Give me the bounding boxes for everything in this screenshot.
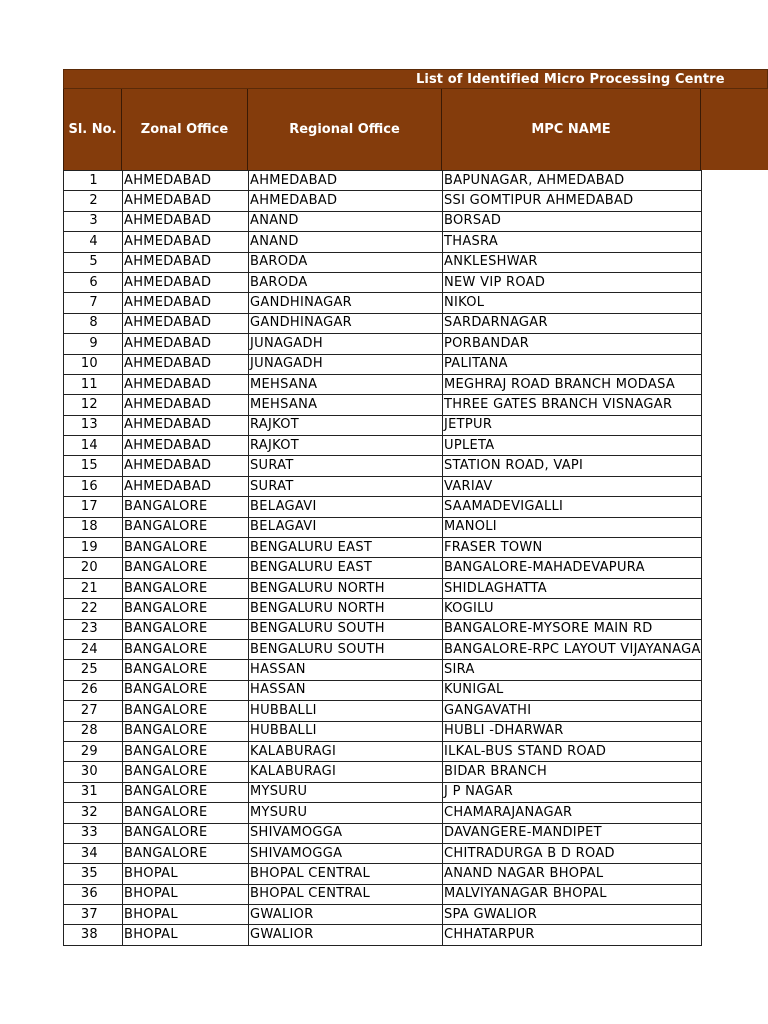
cell-regional-office: MYSURU [249,782,443,802]
cell-mpc-name: PALITANA [443,354,702,374]
cell-regional-office: JUNAGADH [249,334,443,354]
cell-regional-office: BENGALURU SOUTH [249,639,443,659]
cell-zonal-office: AHMEDABAD [123,476,249,496]
cell-sl-no: 34 [64,843,123,863]
cell-mpc-name: CHAMARAJANAGAR [443,803,702,823]
cell-zonal-office: AHMEDABAD [123,171,249,191]
cell-mpc-name: FRASER TOWN [443,538,702,558]
cell-sl-no: 24 [64,639,123,659]
table-row [64,578,702,598]
cell-zonal-office: BHOPAL [123,925,249,945]
table-row [64,741,702,761]
table-row [64,619,702,639]
cell-zonal-office: BANGALORE [123,558,249,578]
cell-regional-office: HASSAN [249,660,443,680]
cell-regional-office: BHOPAL CENTRAL [249,884,443,904]
cell-regional-office: BENGALURU NORTH [249,578,443,598]
cell-mpc-name: SARDARNAGAR [443,313,702,333]
table-row [64,395,702,415]
cell-mpc-name: DAVANGERE-MANDIPET [443,823,702,843]
header-sl-no: Sl. No. [63,89,122,170]
table-row [64,843,702,863]
cell-zonal-office: AHMEDABAD [123,334,249,354]
table-row [64,803,702,823]
cell-regional-office: GWALIOR [249,905,443,925]
cell-sl-no: 8 [64,313,123,333]
cell-regional-office: BELAGAVI [249,497,443,517]
header-regional-office: Regional Office [248,89,442,170]
table-row [64,721,702,741]
cell-sl-no: 5 [64,252,123,272]
table-row [64,782,702,802]
table-row [64,252,702,272]
cell-sl-no: 2 [64,191,123,211]
cell-zonal-office: AHMEDABAD [123,313,249,333]
cell-regional-office: MEHSANA [249,374,443,394]
cell-zonal-office: BANGALORE [123,782,249,802]
cell-mpc-name: ILKAL-BUS STAND ROAD [443,741,702,761]
cell-sl-no: 12 [64,395,123,415]
cell-mpc-name: THREE GATES BRANCH VISNAGAR [443,395,702,415]
cell-zonal-office: BANGALORE [123,741,249,761]
cell-sl-no: 4 [64,232,123,252]
table-row [64,558,702,578]
table-row [64,293,702,313]
cell-mpc-name: JETPUR [443,415,702,435]
cell-sl-no: 21 [64,578,123,598]
cell-sl-no: 20 [64,558,123,578]
cell-zonal-office: BANGALORE [123,803,249,823]
table-row [64,517,702,537]
cell-mpc-name: J P NAGAR [443,782,702,802]
table-row [64,762,702,782]
table-row [64,436,702,456]
page-title: List of Identified Micro Processing Centre [416,72,725,87]
cell-mpc-name: GANGAVATHI [443,701,702,721]
cell-sl-no: 18 [64,517,123,537]
cell-regional-office: GWALIOR [249,925,443,945]
cell-regional-office: RAJKOT [249,415,443,435]
cell-zonal-office: AHMEDABAD [123,232,249,252]
cell-mpc-name: SPA GWALIOR [443,905,702,925]
title-bar [63,69,768,89]
cell-mpc-name: BANGALORE-MYSORE MAIN RD [443,619,702,639]
cell-mpc-name: PORBANDAR [443,334,702,354]
table-row [64,538,702,558]
cell-sl-no: 1 [64,171,123,191]
cell-regional-office: JUNAGADH [249,354,443,374]
cell-mpc-name: BAPUNAGAR, AHMEDABAD [443,171,702,191]
cell-regional-office: SURAT [249,456,443,476]
cell-mpc-name: NEW VIP ROAD [443,272,702,292]
table-row [64,905,702,925]
table-row [64,334,702,354]
cell-sl-no: 16 [64,476,123,496]
cell-sl-no: 15 [64,456,123,476]
table-row [64,456,702,476]
cell-sl-no: 36 [64,884,123,904]
table-row [64,701,702,721]
cell-sl-no: 13 [64,415,123,435]
cell-regional-office: SHIVAMOGGA [249,843,443,863]
table-row [64,497,702,517]
cell-zonal-office: BANGALORE [123,517,249,537]
cell-mpc-name: STATION ROAD, VAPI [443,456,702,476]
cell-zonal-office: AHMEDABAD [123,395,249,415]
cell-regional-office: BENGALURU EAST [249,538,443,558]
cell-mpc-name: BORSAD [443,211,702,231]
cell-sl-no: 32 [64,803,123,823]
mpc-table [63,170,702,946]
table-row [64,660,702,680]
cell-sl-no: 9 [64,334,123,354]
cell-zonal-office: BANGALORE [123,660,249,680]
table-row [64,415,702,435]
cell-regional-office: ANAND [249,232,443,252]
cell-zonal-office: BHOPAL [123,864,249,884]
cell-zonal-office: AHMEDABAD [123,252,249,272]
cell-regional-office: MEHSANA [249,395,443,415]
cell-regional-office: KALABURAGI [249,762,443,782]
cell-regional-office: SURAT [249,476,443,496]
cell-zonal-office: AHMEDABAD [123,211,249,231]
cell-mpc-name: SAAMADEVIGALLI [443,497,702,517]
cell-regional-office: BHOPAL CENTRAL [249,864,443,884]
table-row [64,171,702,191]
table-row [64,864,702,884]
cell-regional-office: HUBBALLI [249,701,443,721]
cell-mpc-name: MEGHRAJ ROAD BRANCH MODASA [443,374,702,394]
cell-zonal-office: AHMEDABAD [123,293,249,313]
cell-mpc-name: SIRA [443,660,702,680]
table-row [64,232,702,252]
table-row [64,639,702,659]
cell-zonal-office: BANGALORE [123,538,249,558]
cell-zonal-office: AHMEDABAD [123,374,249,394]
cell-mpc-name: THASRA [443,232,702,252]
cell-regional-office: AHMEDABAD [249,191,443,211]
cell-sl-no: 17 [64,497,123,517]
cell-regional-office: HUBBALLI [249,721,443,741]
cell-sl-no: 6 [64,272,123,292]
table-row [64,313,702,333]
cell-mpc-name: BANGALORE-MAHADEVAPURA [443,558,702,578]
cell-regional-office: BENGALURU EAST [249,558,443,578]
cell-mpc-name: CHHATARPUR [443,925,702,945]
cell-zonal-office: AHMEDABAD [123,191,249,211]
cell-mpc-name: VARIAV [443,476,702,496]
cell-sl-no: 31 [64,782,123,802]
cell-zonal-office: AHMEDABAD [123,456,249,476]
cell-mpc-name: KOGILU [443,599,702,619]
cell-regional-office: BARODA [249,252,443,272]
cell-zonal-office: BANGALORE [123,680,249,700]
cell-mpc-name: MANOLI [443,517,702,537]
cell-regional-office: KALABURAGI [249,741,443,761]
cell-mpc-name: HUBLI -DHARWAR [443,721,702,741]
cell-sl-no: 23 [64,619,123,639]
cell-regional-office: BARODA [249,272,443,292]
cell-zonal-office: BANGALORE [123,619,249,639]
cell-zonal-office: BANGALORE [123,721,249,741]
cell-sl-no: 38 [64,925,123,945]
cell-sl-no: 3 [64,211,123,231]
table-row [64,680,702,700]
cell-regional-office: BELAGAVI [249,517,443,537]
cell-regional-office: GANDHINAGAR [249,293,443,313]
cell-sl-no: 29 [64,741,123,761]
cell-zonal-office: AHMEDABAD [123,415,249,435]
cell-mpc-name: ANKLESHWAR [443,252,702,272]
table-body [64,171,702,946]
cell-zonal-office: BANGALORE [123,762,249,782]
cell-mpc-name: BIDAR BRANCH [443,762,702,782]
cell-mpc-name: SHIDLAGHATTA [443,578,702,598]
cell-mpc-name: BANGALORE-RPC LAYOUT VIJAYANAGA [443,639,702,659]
cell-mpc-name: CHITRADURGA B D ROAD [443,843,702,863]
cell-mpc-name: SSI GOMTIPUR AHMEDABAD [443,191,702,211]
cell-zonal-office: BANGALORE [123,823,249,843]
cell-sl-no: 7 [64,293,123,313]
cell-sl-no: 26 [64,680,123,700]
cell-regional-office: SHIVAMOGGA [249,823,443,843]
cell-zonal-office: BHOPAL [123,884,249,904]
cell-zonal-office: BANGALORE [123,599,249,619]
cell-sl-no: 30 [64,762,123,782]
table-row [64,476,702,496]
header-mpc-name: MPC NAME [442,89,701,170]
cell-mpc-name: NIKOL [443,293,702,313]
cell-sl-no: 11 [64,374,123,394]
cell-zonal-office: AHMEDABAD [123,272,249,292]
table-row [64,272,702,292]
cell-regional-office: MYSURU [249,803,443,823]
cell-mpc-name: MALVIYANAGAR BHOPAL [443,884,702,904]
cell-sl-no: 25 [64,660,123,680]
cell-mpc-name: ANAND NAGAR BHOPAL [443,864,702,884]
table-row [64,823,702,843]
cell-zonal-office: AHMEDABAD [123,354,249,374]
table-row [64,374,702,394]
cell-sl-no: 37 [64,905,123,925]
cell-sl-no: 27 [64,701,123,721]
table-row [64,191,702,211]
cell-zonal-office: BANGALORE [123,701,249,721]
cell-zonal-office: BHOPAL [123,905,249,925]
table-row [64,925,702,945]
cell-sl-no: 14 [64,436,123,456]
cell-mpc-name: KUNIGAL [443,680,702,700]
cell-regional-office: RAJKOT [249,436,443,456]
cell-regional-office: HASSAN [249,680,443,700]
table-row [64,211,702,231]
cell-zonal-office: BANGALORE [123,843,249,863]
cell-zonal-office: BANGALORE [123,497,249,517]
cell-sl-no: 10 [64,354,123,374]
cell-sl-no: 19 [64,538,123,558]
cell-sl-no: 35 [64,864,123,884]
cell-sl-no: 28 [64,721,123,741]
cell-zonal-office: AHMEDABAD [123,436,249,456]
table-row [64,354,702,374]
header-extra-column [701,89,768,170]
table-row [64,599,702,619]
table-header-row [63,89,768,170]
cell-regional-office: ANAND [249,211,443,231]
cell-zonal-office: BANGALORE [123,639,249,659]
cell-mpc-name: UPLETA [443,436,702,456]
cell-regional-office: AHMEDABAD [249,171,443,191]
cell-sl-no: 33 [64,823,123,843]
cell-zonal-office: BANGALORE [123,578,249,598]
header-zonal-office: Zonal Office [122,89,248,170]
cell-regional-office: BENGALURU NORTH [249,599,443,619]
cell-regional-office: BENGALURU SOUTH [249,619,443,639]
cell-regional-office: GANDHINAGAR [249,313,443,333]
table-row [64,884,702,904]
cell-sl-no: 22 [64,599,123,619]
